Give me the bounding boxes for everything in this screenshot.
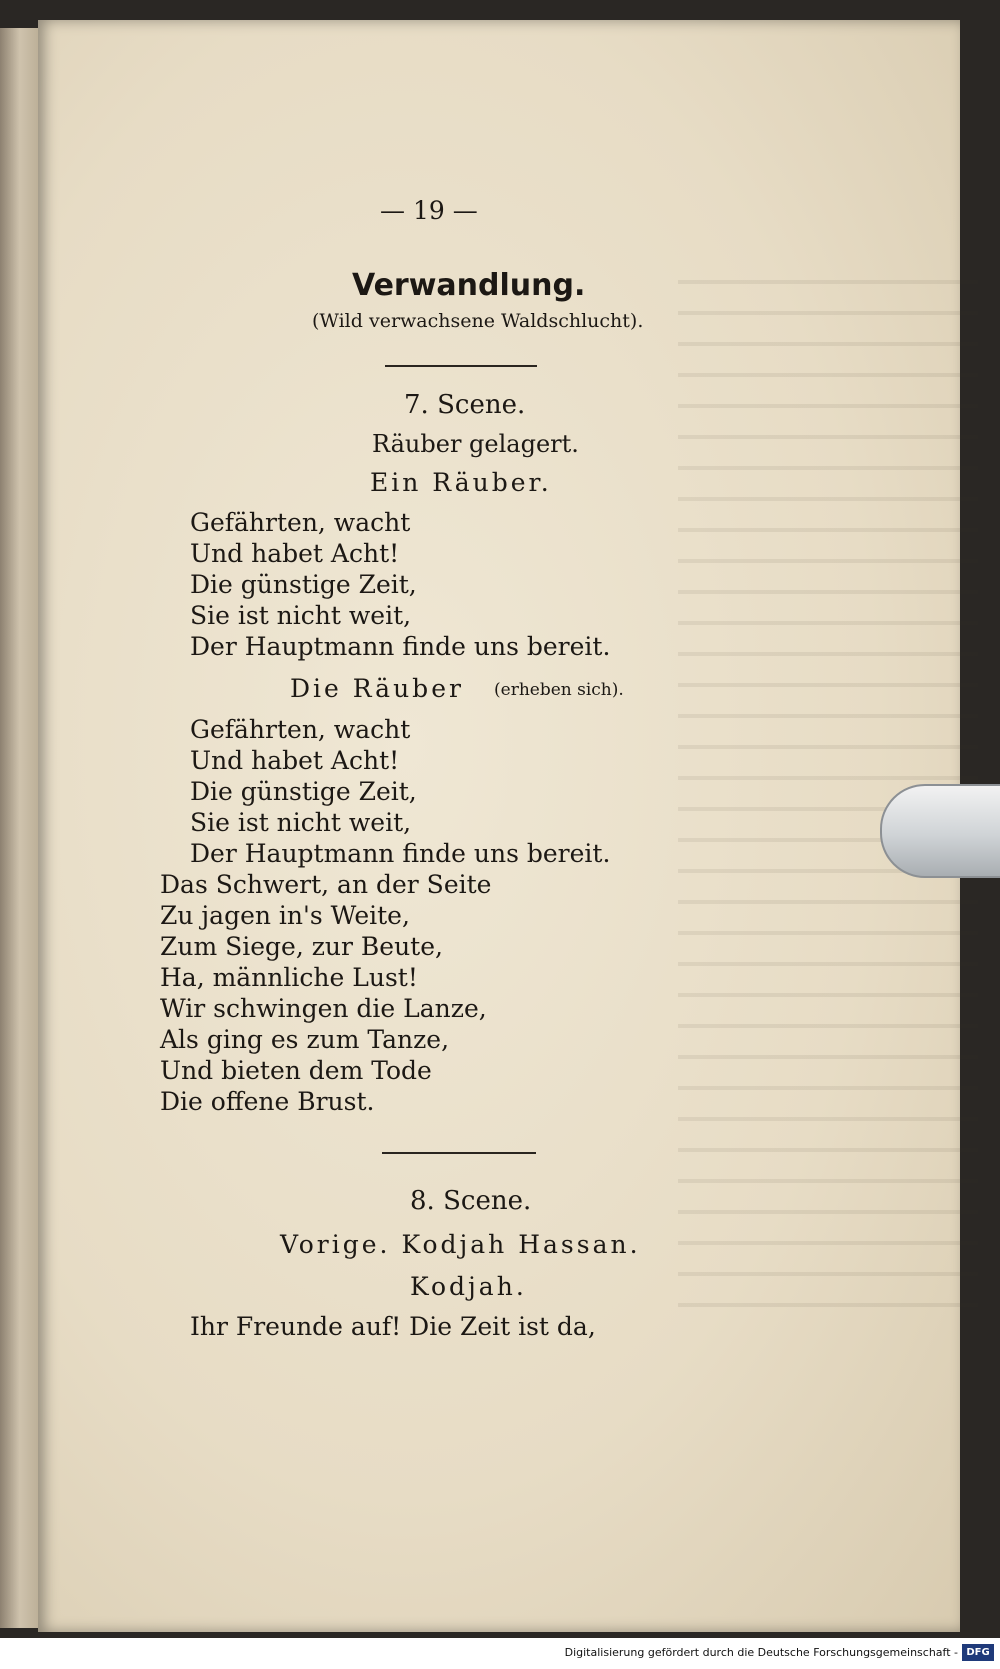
verse-line: Die günstige Zeit,	[190, 570, 417, 599]
verse-line: Und bieten dem Tode	[160, 1056, 432, 1085]
verse-line: Die offene Brust.	[160, 1087, 375, 1116]
scene-8-heading: 8. Scene.	[410, 1186, 532, 1216]
verse-line: Wir schwingen die Lanze,	[160, 994, 487, 1023]
section-divider	[382, 1152, 536, 1154]
verse-line: Gefährten, wacht	[190, 508, 411, 537]
verse-line: Sie ist nicht weit,	[190, 808, 412, 837]
page-clip	[880, 784, 1000, 878]
verse-line: Die günstige Zeit,	[190, 777, 417, 806]
scene-7-direction: Räuber gelagert.	[372, 430, 579, 458]
scene-7-speaker: Ein Räuber.	[370, 468, 552, 497]
page-number: — 19 —	[380, 196, 478, 225]
verse-line: Gefährten, wacht	[190, 715, 411, 744]
scene-8-direction: Vorige. Kodjah Hassan.	[280, 1230, 641, 1259]
chorus-speaker: Die Räuber	[290, 674, 464, 703]
verse-line: Ha, männliche Lust!	[160, 963, 418, 992]
verse-line: Das Schwert, an der Seite	[160, 870, 492, 899]
verse-line: Sie ist nicht weit,	[190, 601, 412, 630]
verse-line: Ihr Freunde auf! Die Zeit ist da,	[190, 1312, 596, 1341]
transformation-stage-direction: (Wild verwachsene Waldschlucht).	[312, 310, 644, 332]
dfg-logo: DFG	[962, 1644, 994, 1661]
scene-7-heading: 7. Scene.	[404, 390, 526, 420]
verse-line: Der Hauptmann finde uns bereit.	[190, 632, 611, 661]
verse-line: Und habet Acht!	[190, 746, 400, 775]
verse-line: Als ging es zum Tanze,	[160, 1025, 450, 1054]
scene-8-speaker: Kodjah.	[410, 1272, 527, 1301]
section-divider	[385, 365, 537, 367]
transformation-title: Verwandlung.	[352, 268, 586, 303]
digitization-footer	[0, 1638, 1000, 1669]
verse-line: Zum Siege, zur Beute,	[160, 932, 443, 961]
verse-line: Und habet Acht!	[190, 539, 400, 568]
chorus-direction: (erheben sich).	[494, 680, 624, 700]
footer-credit: Digitalisierung gefördert durch die Deutsche Forschungsgemeinschaft -	[564, 1646, 958, 1659]
verse-line: Der Hauptmann finde uns bereit.	[190, 839, 611, 868]
book-page	[38, 20, 960, 1632]
verse-line: Zu jagen in's Weite,	[160, 901, 410, 930]
